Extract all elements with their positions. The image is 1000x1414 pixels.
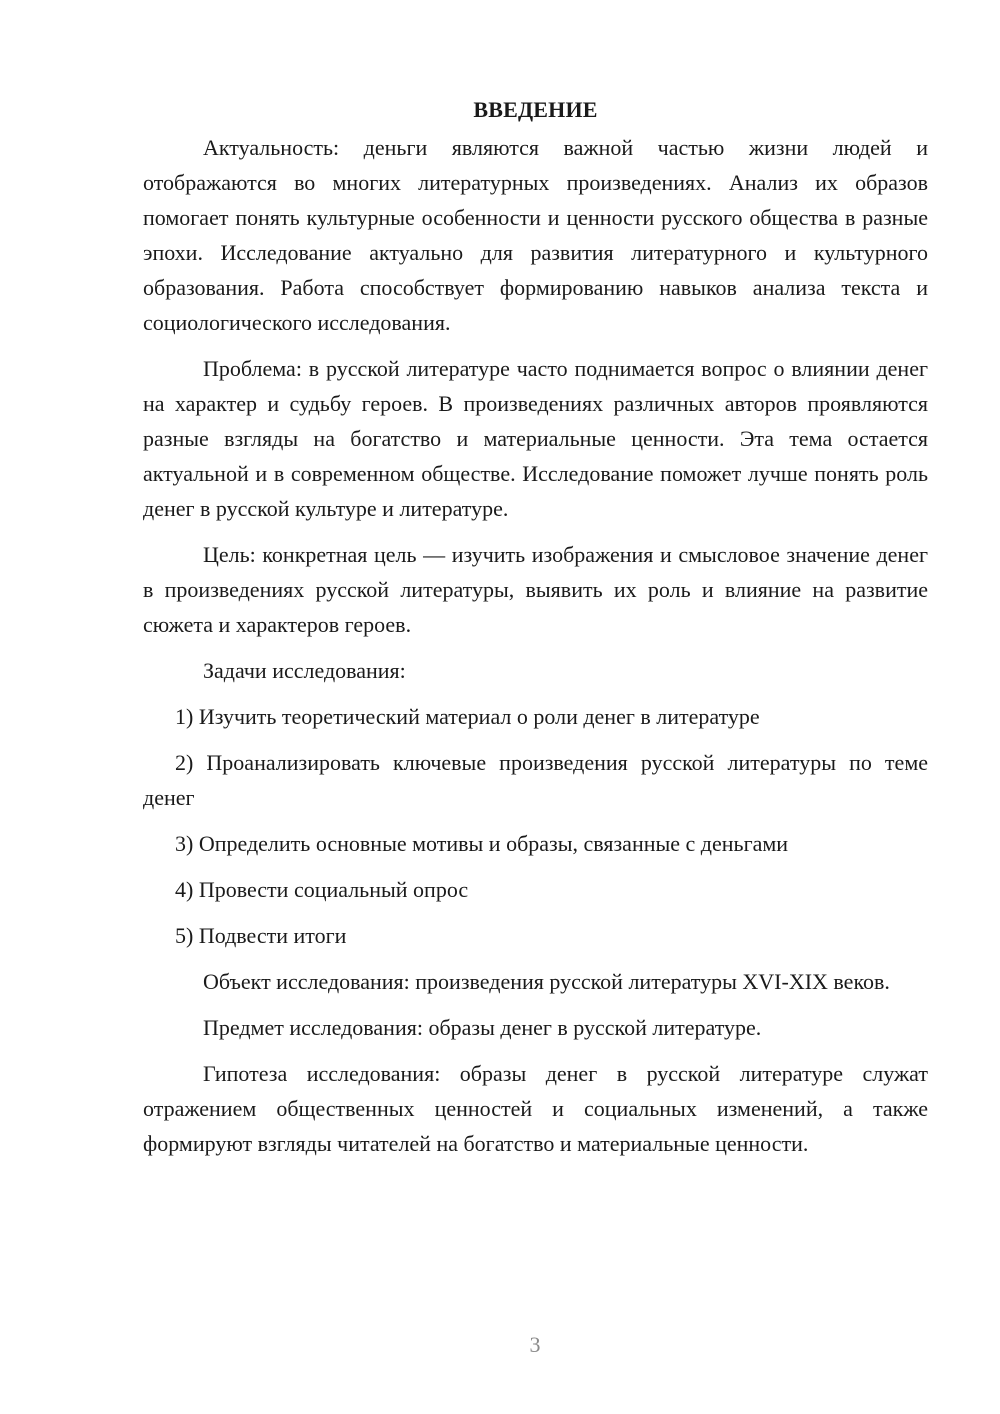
task-item: 5) Подвести итоги: [175, 923, 347, 948]
subject-paragraph: Предмет исследования: образы денег в русской литературе.: [203, 1015, 762, 1040]
hypothesis-paragraph: Гипотеза исследования: образы денег в русской литературе служат отражением общественных ценностей и социальных изменений, а также формируют взгляды читателей на богатство и материальные ценности.: [143, 1061, 928, 1156]
task-item: 4) Провести социальный опрос: [175, 877, 469, 902]
page-number: 3: [529, 1332, 541, 1357]
tasks-title: Задачи исследования:: [203, 658, 406, 683]
task-item: 3) Определить основные мотивы и образы, связанные с деньгами: [175, 831, 789, 856]
task-item: 2) Проанализировать ключевые произведения русской литературы по теме денег: [143, 750, 928, 810]
goal-paragraph: Цель: конкретная цель — изучить изображения и смысловое значение денег в произведениях русской литературы, выявить их роль и влияние на развитие сюжета и характеров героев.: [143, 542, 928, 637]
problem-paragraph: Проблема: в русской литературе часто поднимается вопрос о влиянии денег на характер и судьбу героев. В произведениях различных авторов проявляются разные взгляды на богатство и материальные ценности. Эта тема остается актуальной и в современном обществе. Исследование поможет лучше понять роль денег в русской культуре и литературе.: [143, 356, 928, 521]
task-item: 1) Изучить теоретический материал о роли денег в литературе: [175, 704, 760, 729]
tasks-list: [143, 699, 928, 953]
document-page: [143, 92, 928, 1172]
object-paragraph: Объект исследования: произведения русской литературы XVI-XIX веков.: [203, 969, 890, 994]
relevance-paragraph: Актуальность: деньги являются важной частью жизни людей и отображаются во многих литературных произведениях. Анализ их образов помогает понять культурные особенности и ценности русского общества в разные эпохи. Исследование актуально для развития литературного и культурного образования. Работа способствует формированию навыков анализа текста и социологического исследования.: [143, 135, 928, 335]
section-heading: ВВЕДЕНИЕ: [473, 97, 598, 122]
